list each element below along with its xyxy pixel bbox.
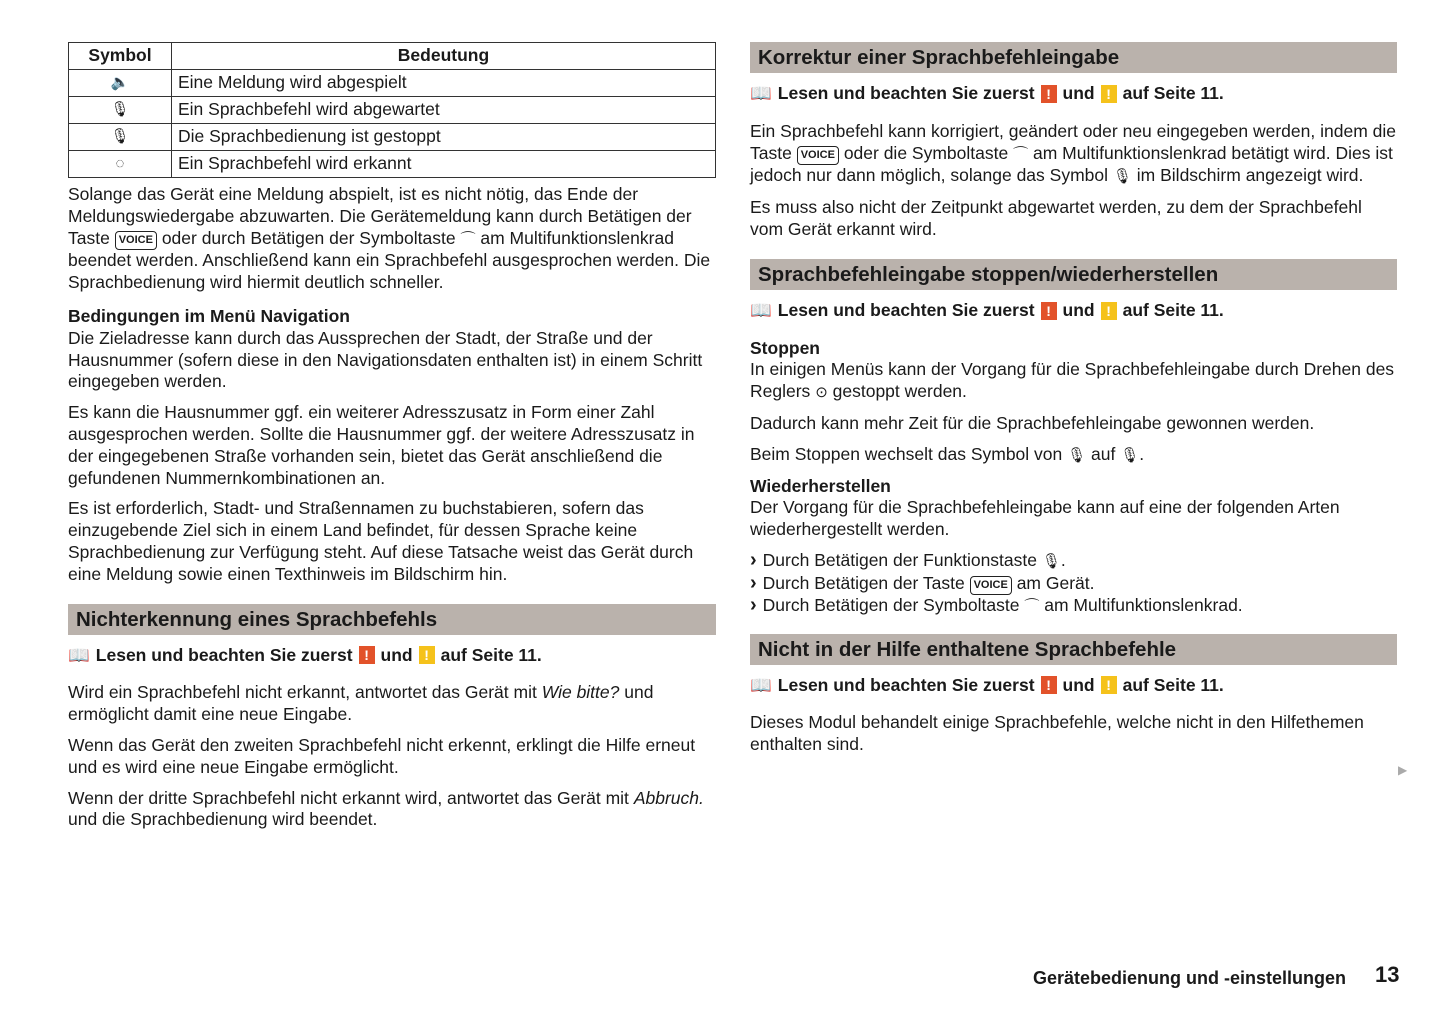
warning-yellow-icon: !: [1101, 676, 1117, 694]
cell: Eine Meldung wird abgespielt: [172, 70, 716, 97]
cell: Ein Sprachbefehl wird abgewartet: [172, 97, 716, 124]
paragraph: Dadurch kann mehr Zeit für die Sprachbefehleingabe gewonnen werden.: [750, 412, 1315, 433]
book-icon: 📖: [750, 674, 772, 695]
paragraph: Es kann die Hausnummer ggf. ein weiterer Adresszusatz in Form einer Zahl ausgesprochen werden. Sollte die Hausnummer ggf. der weitere Adresszusatz in der eingegebenen Straße vorhanden sein, bietet das Gerät anschließend die gefundenen Nummernkombinationen an.: [68, 402, 695, 488]
voice-button-icon: ⌒: [1024, 597, 1040, 615]
voice-key-icon: VOICE: [970, 576, 1012, 595]
subheading: Bedingungen im Menü Navigation: [68, 305, 350, 326]
safety-note: 📖 Lesen und beachten Sie zuerst ! und ! auf Seite 11.: [750, 83, 1224, 103]
warning-red-icon: !: [359, 646, 375, 664]
list-item: › Durch Betätigen der Symboltaste ⌒ am Multifunktionslenkrad.: [750, 595, 1397, 618]
paragraph: Wird ein Sprachbefehl nicht erkannt, antwortet das Gerät mit Wie bitte? und ermöglicht damit eine neue Eingabe.: [68, 682, 654, 725]
paragraph: Ein Sprachbefehl kann korrigiert, geändert oder neu eingegeben werden, indem die Taste VOICE oder die Symboltaste ⌒ am Multifunktionslenkrad betätigt wird. Dies ist jedoch nur dann möglich, solange das Symbol 🎙 im Bildschirm angezeigt wird.: [750, 120, 1396, 186]
table-row: [69, 124, 716, 151]
paragraph: Beim Stoppen wechselt das Symbol von 🎙 auf 🎙.: [750, 443, 1145, 464]
warning-yellow-icon: !: [1101, 85, 1117, 103]
footer-title: Gerätebedienung und -einstellungen: [1033, 968, 1347, 988]
table-header: Bedeutung: [172, 43, 716, 70]
paragraph: Dieses Modul behandelt einige Sprachbefehle, welche nicht in den Hilfethemen enthalten sind.: [750, 712, 1364, 755]
voice-key-icon: VOICE: [115, 231, 157, 250]
book-icon: 📖: [68, 644, 90, 665]
cell: Die Sprachbedienung ist gestoppt: [172, 124, 716, 151]
book-icon: 📖: [750, 83, 772, 103]
microphone-paused-icon: 🎙: [1120, 446, 1140, 464]
next-page-arrow-icon[interactable]: ▶: [1398, 763, 1408, 777]
speaker-icon: 🔈: [69, 70, 172, 97]
list-item: › Durch Betätigen der Taste VOICE am Gerät.: [750, 573, 1397, 595]
voice-button-icon: ⌒: [1013, 145, 1029, 163]
warning-yellow-icon: !: [1101, 302, 1117, 320]
safety-note: 📖 Lesen und beachten Sie zuerst ! und ! auf Seite 11.: [750, 299, 1224, 320]
table-header: Symbol: [69, 43, 172, 70]
table-row: [69, 70, 716, 97]
warning-red-icon: !: [1041, 302, 1057, 320]
table-row: [69, 151, 716, 178]
right-column: [750, 42, 1397, 765]
section-heading: Korrektur einer Sprachbefehleingabe: [750, 42, 1397, 73]
paragraph: Bedingungen im Menü Navigation Die Zieladresse kann durch das Aussprechen der Stadt, der Straße und der Hausnummer (sofern diese in den Navigationsdaten enthalten ist) in einem Schritt eingegeben werden.: [68, 305, 703, 392]
paragraph: Wenn der dritte Sprachbefehl nicht erkannt wird, antwortet das Gerät mit Abbruch. und die Sprachbedienung wird beendet.: [68, 787, 704, 830]
warning-red-icon: !: [1041, 85, 1057, 103]
bullet-list: [750, 550, 1397, 618]
paragraph: Es muss also nicht der Zeitpunkt abgewartet werden, zu dem der Sprachbefehl vom Gerät erkannt wird.: [750, 197, 1362, 239]
section-heading: Nichterkennung eines Sprachbefehls: [68, 604, 716, 635]
microphone-paused-icon: 🎙: [1041, 552, 1061, 570]
symbol-table: [68, 42, 716, 178]
microphone-icon: 🎙: [1112, 168, 1132, 186]
rotary-knob-icon: ⊙: [815, 384, 828, 402]
section-heading: Sprachbefehleingabe stoppen/wiederherstellen: [750, 259, 1397, 290]
microphone-paused-icon: 🎙: [69, 124, 172, 151]
microphone-icon: 🎙: [1067, 446, 1087, 464]
page-number: 13: [1375, 962, 1400, 987]
safety-note: 📖 Lesen und beachten Sie zuerst ! und ! auf Seite 11.: [750, 674, 1224, 695]
book-icon: 📖: [750, 299, 772, 320]
safety-note: 📖 Lesen und beachten Sie zuerst ! und ! auf Seite 11.: [68, 644, 542, 665]
spinner-icon: ◌: [69, 151, 172, 178]
warning-yellow-icon: !: [419, 646, 435, 664]
microphone-icon: 🎙: [69, 97, 172, 124]
list-item: › Durch Betätigen der Funktionstaste 🎙.: [750, 550, 1397, 573]
section-heading: Nicht in der Hilfe enthaltene Sprachbefehle: [750, 634, 1397, 665]
left-column: [68, 42, 716, 840]
paragraph: Es ist erforderlich, Stadt- und Straßennamen zu buchstabieren, sofern das einzugebende Ziel sich in einem Land befindet, für dessen Sprache keine Sprachbedienung zur Verfügung steht. Auf diese Tatsache weist das Gerät durch eine Meldung sowie einen Texthinweis im Bildschirm hin.: [68, 498, 694, 584]
paragraph: Wenn das Gerät den zweiten Sprachbefehl nicht erkennt, erklingt die Hilfe erneut und es wird eine neue Eingabe ermöglicht.: [68, 734, 696, 777]
voice-button-icon: ⌒: [460, 230, 476, 248]
paragraph: Wiederherstellen Der Vorgang für die Sprachbefehleingabe kann auf eine der folgenden Arten wiederhergestellt werden.: [750, 475, 1340, 540]
table-row: [69, 97, 716, 124]
cell: Ein Sprachbefehl wird erkannt: [172, 151, 716, 178]
paragraph: Solange das Gerät eine Meldung abspielt, ist es nicht nötig, das Ende der Meldungswiedergabe abzuwarten. Die Gerätemeldung kann durch Betätigen der Taste VOICE oder durch Betätigen der Symboltaste ⌒ am Multifunktionslenkrad beendet werden. Anschließend kann ein Sprachbefehl ausgesprochen werden. Die Sprachbedienung wird hiermit deutlich schneller.: [68, 184, 711, 293]
paragraph: Stoppen In einigen Menüs kann der Vorgang für die Sprachbefehleingabe durch Drehen des Reglers ⊙ gestoppt werden.: [750, 337, 1395, 402]
warning-red-icon: !: [1041, 676, 1057, 694]
voice-key-icon: VOICE: [797, 146, 839, 165]
